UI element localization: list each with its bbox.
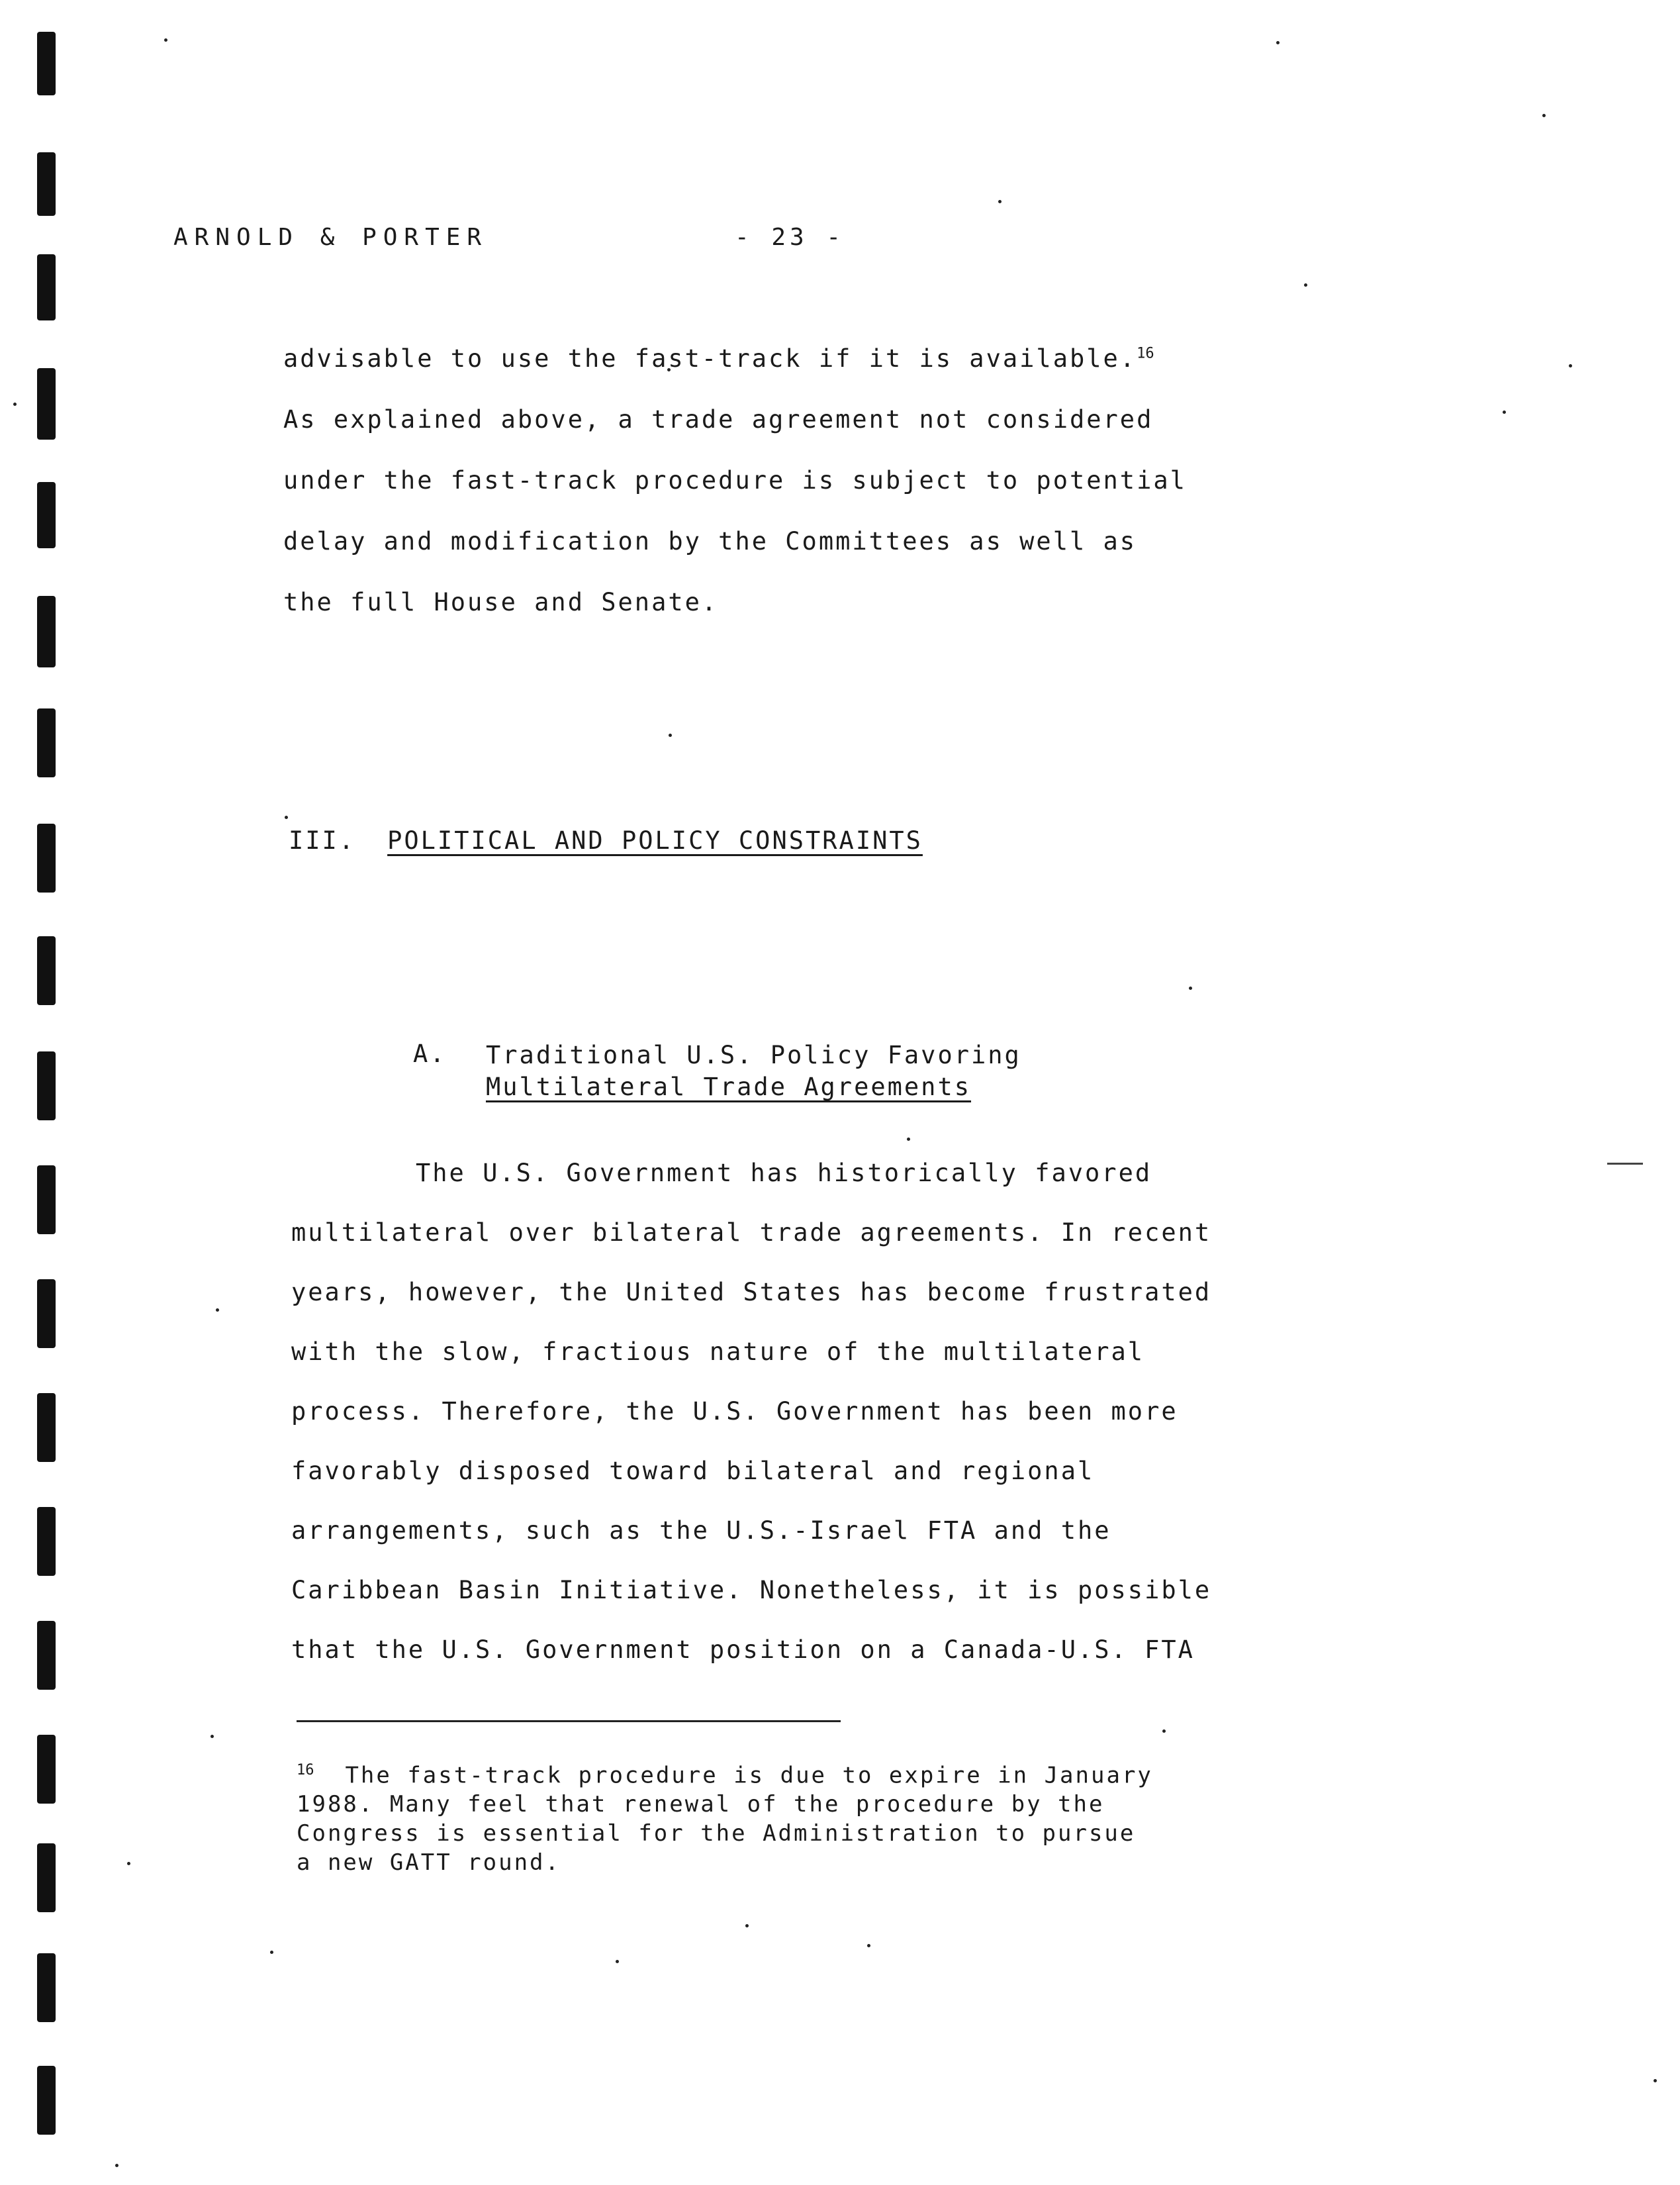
footnote-line: a new GATT round. <box>297 1849 561 1876</box>
scan-speck <box>669 734 672 737</box>
body-line: with the slow, fractious nature of the multilateral <box>291 1337 1145 1366</box>
body-line: arrangements, such as the U.S.-Israel FTA and the <box>291 1516 1111 1545</box>
scan-speck <box>270 1951 273 1954</box>
margin-mark <box>1607 1163 1643 1165</box>
punch-mark <box>37 1735 56 1804</box>
body-line: that the U.S. Government position on a Canada-U.S. FTA <box>291 1635 1195 1664</box>
punch-mark <box>37 482 56 548</box>
scan-speck <box>285 816 288 819</box>
scan-speck <box>998 200 1002 203</box>
punch-mark <box>37 152 56 216</box>
section-heading <box>289 826 923 855</box>
scan-speck <box>1542 114 1546 117</box>
intro-line: As explained above, a trade agreement not considered <box>283 405 1154 434</box>
punch-mark <box>37 368 56 440</box>
footnote-line: Congress is essential for the Administration to pursue <box>297 1820 1136 1847</box>
punch-mark <box>37 596 56 667</box>
scan-speck <box>616 1960 619 1963</box>
footnote-marker: 16 <box>297 1762 314 1778</box>
punch-mark <box>37 708 56 777</box>
page-number: - 23 - <box>735 224 845 251</box>
scan-speck <box>1276 41 1280 44</box>
scan-speck <box>13 403 17 406</box>
footnote-reference: 16 <box>1137 345 1154 362</box>
intro-line: under the fast-track procedure is subject to potential <box>283 466 1187 495</box>
scan-speck <box>127 1862 130 1865</box>
scan-speck <box>1569 364 1572 367</box>
section-number: III. <box>289 826 356 855</box>
scan-speck <box>1503 411 1506 414</box>
footnote-line: The fast-track procedure is due to expire in January <box>345 1762 1153 1789</box>
punch-mark <box>37 2066 56 2135</box>
intro-line: delay and modification by the Committees as well as <box>283 527 1137 556</box>
punch-mark <box>37 32 56 95</box>
punch-mark <box>37 254 56 320</box>
punch-mark <box>37 1165 56 1234</box>
subsection-letter: A. <box>413 1040 447 1068</box>
scan-speck <box>1189 987 1192 990</box>
scan-speck <box>907 1138 910 1141</box>
punch-mark <box>37 1507 56 1576</box>
punch-mark <box>37 1051 56 1120</box>
punch-mark <box>37 936 56 1005</box>
intro-line: the full House and Senate. <box>283 588 719 616</box>
subsection-title-line-2: Multilateral Trade Agreements <box>486 1073 972 1101</box>
subsection-title-line-1: Traditional U.S. Policy Favoring <box>486 1041 1021 1069</box>
scan-speck <box>216 1308 219 1312</box>
punch-mark <box>37 1843 56 1912</box>
body-line: process. Therefore, the U.S. Government has been more <box>291 1397 1178 1426</box>
body-line: multilateral over bilateral trade agreements. In recent <box>291 1218 1212 1247</box>
punch-mark <box>37 1953 56 2022</box>
header-firm-name: ARNOLD & PORTER <box>173 224 489 251</box>
section-title: POLITICAL AND POLICY CONSTRAINTS <box>387 826 923 855</box>
scan-speck <box>1654 2079 1657 2082</box>
footnote <box>297 1756 1329 1877</box>
footnote-line: 1988. Many feel that renewal of the procedure by the <box>297 1791 1105 1818</box>
scan-speck <box>164 38 167 42</box>
scan-speck <box>210 1735 214 1738</box>
scan-speck <box>745 1924 749 1927</box>
body-line: favorably disposed toward bilateral and regional <box>291 1457 1095 1485</box>
scan-speck <box>115 2164 118 2167</box>
body-line: The U.S. Government has historically favored <box>416 1159 1152 1187</box>
body-line: years, however, the United States has become frustrated <box>291 1278 1212 1306</box>
punch-mark <box>37 1393 56 1462</box>
scan-speck <box>1162 1729 1166 1733</box>
intro-line: advisable to use the fast-track if it is available.$^{16}$ <box>283 344 1154 373</box>
punch-mark <box>37 1621 56 1690</box>
scan-speck <box>867 1944 870 1947</box>
footnote-divider <box>297 1720 841 1722</box>
punch-mark <box>37 1279 56 1348</box>
punch-mark <box>37 824 56 893</box>
body-line: Caribbean Basin Initiative. Nonetheless, it is possible <box>291 1576 1212 1604</box>
scan-speck <box>1304 283 1307 287</box>
